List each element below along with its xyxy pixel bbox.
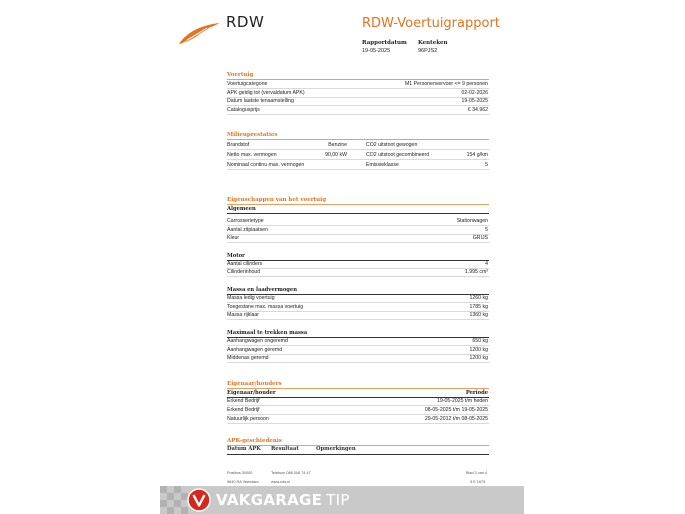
subsection-title-algemeen: Algemeen — [227, 206, 256, 212]
vakgarage-tip-label — [216, 491, 350, 509]
row-value: 29-05-2012 t/m 08-05-2025 — [424, 416, 488, 422]
footer-page: Blad 3 van 4 — [466, 471, 488, 475]
footer-address: 9640 RA Veendam — [227, 480, 259, 484]
table-row — [227, 234, 489, 243]
row-label: Aanhangwagen ongeremd — [227, 338, 288, 344]
row-label: Natuurlijk persoon — [227, 416, 269, 422]
table-row — [227, 268, 489, 277]
plate-label: Kenteken — [418, 40, 448, 46]
footer-postbus: Postbus 30000 — [227, 471, 253, 475]
row-label: Massa ledig voertuig — [227, 295, 275, 301]
row-label: Voertuigcategorie — [227, 81, 268, 87]
section-title-eigenaar: Eigenaar/houders — [227, 381, 282, 387]
footer-phone: Telefoon 088 008 74 47 — [271, 471, 311, 475]
section-title-eigenschappen: Eigenschappen van het voertuig — [227, 197, 327, 203]
row-value: 4 — [485, 261, 488, 267]
footer-code: 3 E 1679 — [470, 480, 486, 484]
section-divider — [227, 445, 489, 446]
row-label: Cilinderinhoud — [227, 269, 261, 275]
column-header-owner: Eigenaar/houder — [227, 390, 276, 396]
row-value: 1260 kg — [469, 295, 488, 301]
table-row — [227, 294, 489, 303]
brand-name: RDW — [226, 13, 265, 31]
section-title-apk: APK-geschiedenis — [227, 438, 282, 444]
row-value: 19-05-2025 — [461, 98, 488, 104]
row-value: 02-02-2026 — [461, 90, 488, 96]
row-value: 08-05-2025 t/m 19-05-2025 — [424, 407, 488, 413]
report-date-label: Rapportdatum — [362, 40, 407, 46]
row-label: Erkend Bedrijf — [227, 398, 260, 404]
row-label: APK geldig tot (vervaldatum APK) — [227, 90, 305, 96]
row-label: Aantal zitplaatsen — [227, 227, 268, 233]
row-value: 1.995 cm³ — [464, 269, 488, 275]
subsection-divider — [227, 454, 489, 455]
table-row — [227, 97, 489, 106]
footer-web: www.rdw.nl — [271, 480, 290, 484]
section-title-voertuig: Voertuig — [227, 72, 254, 78]
row-value: 19-05-2025 t/m heden — [436, 398, 488, 404]
row-value: 1785 kg — [469, 304, 488, 310]
checkered-flag-icon — [160, 486, 188, 514]
table-row — [227, 415, 489, 424]
row-label: Catalogusprijs — [227, 107, 260, 113]
row-value: 1360 kg — [469, 312, 488, 318]
table-row — [227, 141, 489, 150]
table-row — [227, 397, 489, 406]
report-date: 19-05-2025 — [362, 48, 391, 54]
row-value: € 34.962 — [467, 107, 488, 113]
table-row — [227, 406, 489, 415]
row-label: Erkend Bedrijf — [227, 407, 260, 413]
plate-value: 96PJS2 — [418, 48, 438, 54]
column-header-remarks: Opmerkingen — [316, 446, 356, 452]
row-label: Kleur — [227, 235, 240, 241]
row-label: Netto max. vermogen — [227, 152, 277, 158]
row-label-2: Emissieklasse — [366, 162, 399, 168]
row-label-2: CO2 uitstoot gewogen — [366, 142, 418, 148]
row-value: GRIJS — [472, 235, 488, 241]
row-value-2: 154 g/km — [466, 152, 488, 158]
vakgarage-badge-icon — [187, 488, 211, 512]
document-title: RDW-Voertuigrapport — [362, 16, 500, 31]
row-label: Brandstof — [227, 142, 250, 148]
section-divider — [227, 139, 489, 140]
row-value: 1200 kg — [469, 355, 488, 361]
subsection-title-motor: Motor — [227, 253, 245, 259]
row-value: 90,00 kW — [325, 152, 347, 158]
subsection-divider — [227, 213, 489, 214]
row-value: Benzine — [328, 142, 347, 148]
row-label: Aanhangwagen geremd — [227, 347, 283, 353]
subsection-title-trekken: Maximaal te trekken massa — [227, 330, 308, 336]
row-value: M1 Personenvervoer <= 9 personen — [404, 81, 488, 87]
row-label-2: CO2 uitstoot gecombineerd — [366, 152, 430, 158]
column-header-date: Datum APK — [227, 446, 261, 452]
table-row — [227, 311, 489, 320]
row-label: Toegestane max. massa voertuig — [227, 304, 304, 310]
table-row — [227, 151, 489, 160]
table-row — [227, 106, 489, 115]
rdw-logo-icon — [177, 22, 221, 46]
table-row — [227, 354, 489, 363]
vakgarage-tip: TIP — [326, 491, 350, 509]
row-label: Datum laatste tenaamstelling — [227, 98, 294, 104]
row-label: Middenas geremd — [227, 355, 269, 361]
row-label: Massa rijklaar — [227, 312, 259, 318]
row-label: Nominaal continu max. vermogen — [227, 162, 305, 168]
section-title-milieu: Milieuprestaties — [227, 132, 278, 138]
row-label: Carrosserietype — [227, 218, 264, 224]
table-row — [227, 337, 489, 346]
row-value: 650 kg — [472, 338, 488, 344]
section-divider — [227, 204, 489, 205]
table-row — [227, 161, 489, 170]
column-header-result: Resultaat — [271, 446, 299, 452]
subsection-title-massa: Massa en laadvermogen — [227, 287, 298, 293]
row-value: 1200 kg — [469, 347, 488, 353]
column-header-period: Periode — [465, 390, 488, 396]
row-label: Aantal cilinders — [227, 261, 263, 267]
table-row — [227, 80, 489, 89]
table-row — [227, 217, 489, 226]
row-value: Stationwagen — [456, 218, 488, 224]
row-value: 5 — [485, 227, 488, 233]
vakgarage-brand: VAKGARAGE — [216, 491, 323, 509]
row-value-2: 5 — [485, 162, 488, 168]
